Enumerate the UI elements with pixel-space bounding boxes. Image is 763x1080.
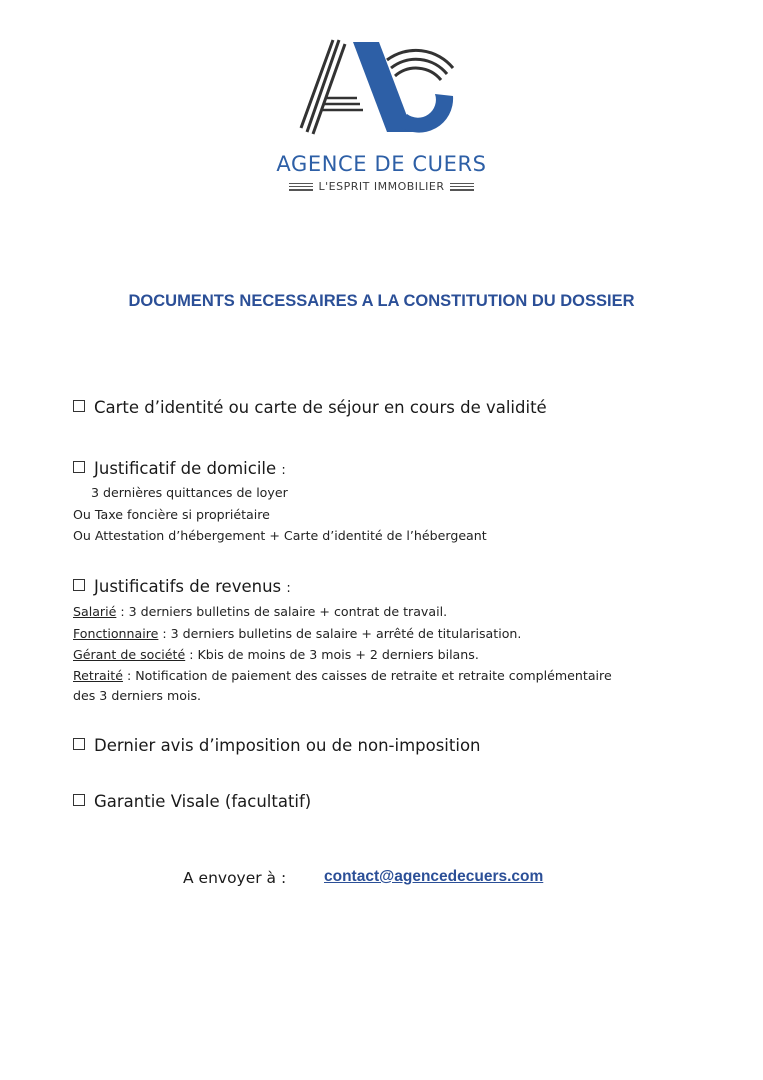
revenus-detail-retraite-cont <box>73 688 201 703</box>
checkbox-icon[interactable] <box>73 738 85 750</box>
item-label: Carte d’identité ou carte de séjour en cours de validité <box>94 398 547 417</box>
checkbox-icon[interactable] <box>73 794 85 806</box>
document-title: DOCUMENTS NECESSAIRES A LA CONSTITUTION DU DOSSIER <box>128 292 635 310</box>
detail-text: : Kbis de moins de 3 mois + 2 derniers bilans. <box>185 647 479 662</box>
decorative-lines-right-icon <box>450 183 474 191</box>
send-to-label: A envoyer à : <box>183 869 287 887</box>
item-label: Justificatif de domicile <box>94 459 277 478</box>
item-suffix: : <box>281 463 286 478</box>
checkbox-icon[interactable] <box>73 461 85 473</box>
detail-text: : Notification de paiement des caisses de retraite et retraite complémentaire <box>122 668 612 683</box>
domicile-detail: Ou Taxe foncière si propriétaire <box>73 507 270 522</box>
detail-term: Salarié <box>73 604 117 619</box>
detail-text: : 3 derniers bulletins de salaire + contrat de travail. <box>116 604 448 619</box>
detail-term: Gérant de société <box>73 647 186 662</box>
revenus-detail-salarie <box>73 604 447 619</box>
item-label: Garantie Visale (facultatif) <box>94 792 312 811</box>
checkbox-icon[interactable] <box>73 579 85 591</box>
checkbox-icon[interactable] <box>73 400 85 412</box>
brand-name: AGENCE DE CUERS <box>276 152 487 176</box>
checklist-item-identity <box>73 398 547 417</box>
item-suffix: : <box>286 581 291 596</box>
detail-term: Fonctionnaire <box>73 626 159 641</box>
detail-text: : 3 derniers bulletins de salaire + arrêté de titularisation. <box>158 626 522 641</box>
domicile-detail: Ou Attestation d’hébergement + Carte d’identité de l’hébergeant <box>73 528 487 543</box>
contact-email-link[interactable]: contact@agencedecuers.com <box>324 868 544 885</box>
agency-logo <box>295 38 455 138</box>
item-label: Dernier avis d’imposition ou de non-imposition <box>94 736 481 755</box>
brand-tagline: L'ESPRIT IMMOBILIER <box>318 180 445 193</box>
detail-text: des 3 derniers mois. <box>73 688 202 703</box>
revenus-detail-gerant <box>73 647 479 662</box>
revenus-detail-retraite <box>73 668 612 683</box>
checklist-item-domicile <box>73 459 286 478</box>
checklist-item-revenus <box>73 577 291 596</box>
brand-tagline-row <box>0 180 763 193</box>
item-label: Justificatifs de revenus <box>94 577 282 596</box>
ac-logo-mark <box>295 38 455 138</box>
decorative-lines-left-icon <box>289 183 313 191</box>
checklist-item-imposition <box>73 736 481 755</box>
domicile-detail: 3 dernières quittances de loyer <box>91 485 288 500</box>
detail-term: Retraité <box>73 668 123 683</box>
checklist-item-visale <box>73 792 311 811</box>
revenus-detail-fonctionnaire <box>73 626 521 641</box>
